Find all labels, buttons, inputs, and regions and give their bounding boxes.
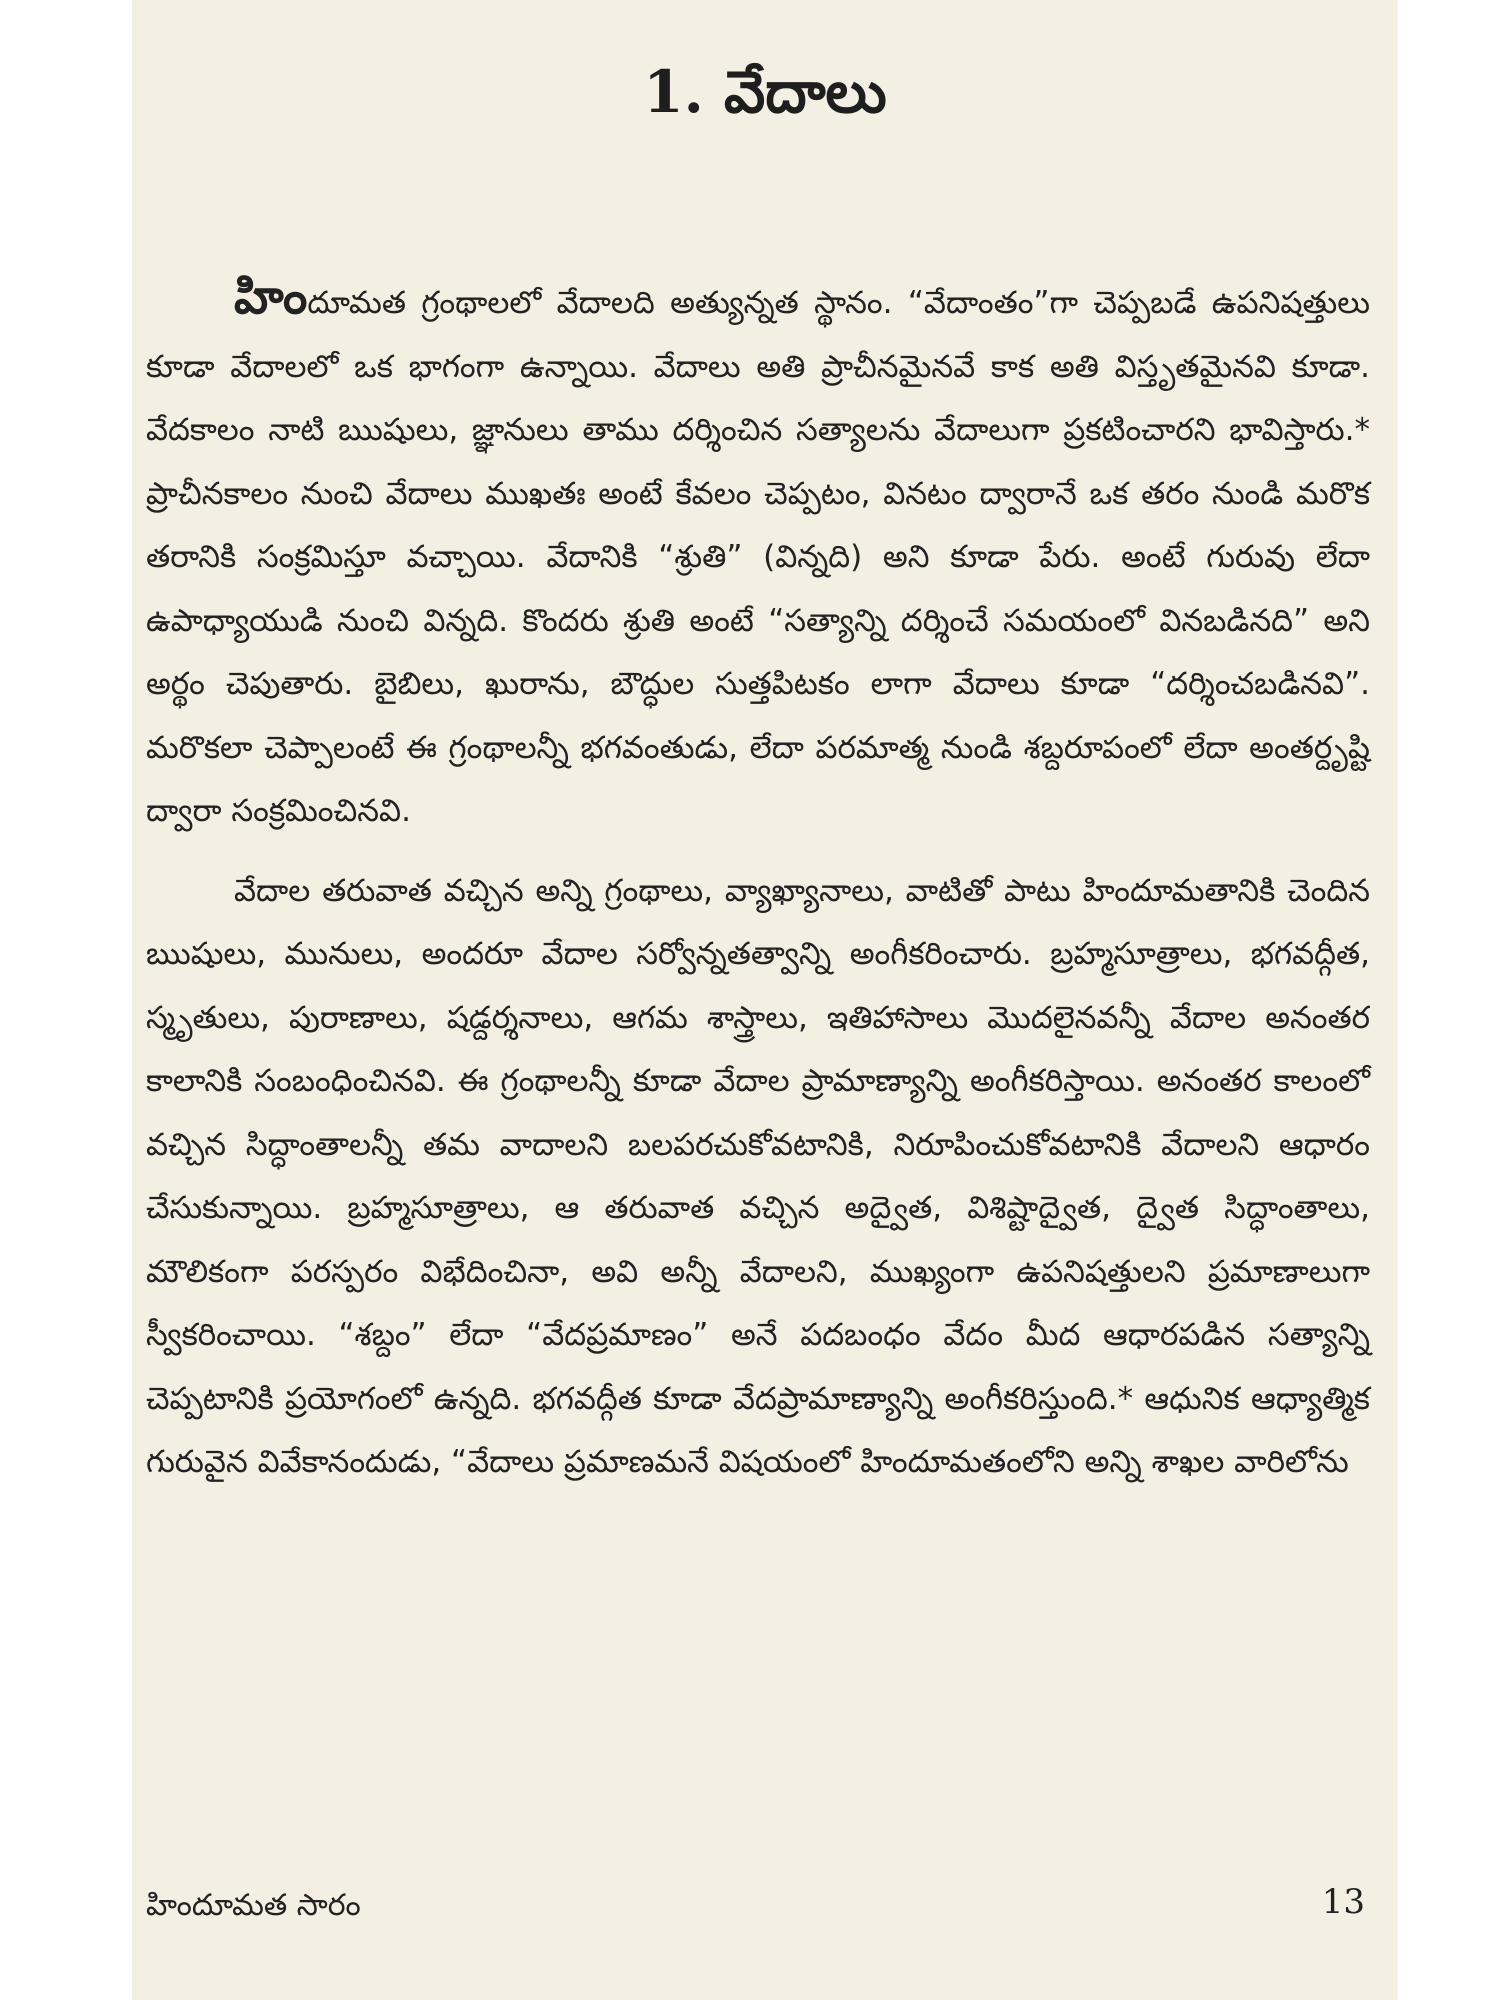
chapter-body <box>146 269 1370 1495</box>
footer-book-title: హిందూమత సారం <box>146 1888 361 1923</box>
chapter-title: 1. వేదాలు <box>643 58 887 126</box>
scan-left-margin <box>0 0 132 2000</box>
paragraph-1 <box>146 269 1370 844</box>
paragraph-1-text: దూమత గ్రంథాలలో వేదాలది అత్యున్నత స్థానం. “వేదాంతం”గా చెప్పబడే ఉపనిషత్తులు కూడా వేదాలలో ఒక భాగంగా ఉన్నాయి. వేదాలు అతి ప్రాచీనమైనవే కాక అతి విస్తృతమైనవి కూడా. వేదకాలం నాటి ఋషులు, జ్ఞానులు తాము దర్శించిన సత్యాలను వేదాలుగా ప్రకటించారని భావిస్తారు.* ప్రాచీనకాలం నుంచి వేదాలు ముఖతః అంటే కేవలం చెప్పటం, వినటం ద్వారానే ఒక తరం నుండి మరొక తరానికి సంక్రమిస్తూ వచ్చాయి. వేదానికి “శ్రుతి” (విన్నది) అని కూడా పేరు. అంటే గురువు లేదా ఉపాధ్యాయుడి నుంచి విన్నది. కొందరు శ్రుతి అంటే “సత్యాన్ని దర్శించే సమయంలో వినబడినది” అని అర్థం చెపుతారు. బైబిలు, ఖురాను, బౌద్ధుల సుత్తపిటకం లాగా వేదాలు కూడా “దర్శించబడినవి”. మరొకలా చెప్పాలంటే ఈ గ్రంథాలన్నీ భగవంతుడు, లేదా పరమాత్మ నుండి శబ్దరూపంలో లేదా అంతర్దృష్టి ద్వారా సంక్రమించినవి. <box>146 285 1370 829</box>
scan-right-margin <box>1398 0 1500 2000</box>
paragraph-2: వేదాల తరువాత వచ్చిన అన్ని గ్రంథాలు, వ్యాఖ్యానాలు, వాటితో పాటు హిందూమతానికి చెందిన ఋషులు, మునులు, అందరూ వేదాల సర్వోన్నతత్వాన్ని అంగీకరించారు. బ్రహ్మసూత్రాలు, భగవద్గీత, స్మృతులు, పురాణాలు, షడ్దర్శనాలు, ఆగమ శాస్త్రాలు, ఇతిహాసాలు మొదలైనవన్నీ వేదాల అనంతర కాలానికి సంబంధించినవి. ఈ గ్రంథాలన్నీ కూడా వేదాల ప్రామాణ్యాన్ని అంగీకరిస్తాయి. అనంతర కాలంలో వచ్చిన సిద్ధాంతాలన్నీ తమ వాదాలని బలపరచుకోవటానికి, నిరూపించుకోవటానికి వేదాలని ఆధారం చేసుకున్నాయి. బ్రహ్మసూత్రాలు, ఆ తరువాత వచ్చిన అద్వైత, విశిష్టాద్వైత, ద్వైత సిద్ధాంతాలు, మౌలికంగా పరస్పరం విభేదించినా, అవి అన్నీ వేదాలని, ముఖ్యంగా ఉపనిషత్తులని ప్రమాణాలుగా స్వీకరించాయి. “శబ్దం” లేదా “వేదప్రమాణం” అనే పదబంధం వేదం మీద ఆధారపడిన సత్యాన్ని చెప్పటానికి ప్రయోగంలో ఉన్నది. భగవద్గీత కూడా వేదప్రామాణ్యాన్ని అంగీకరిస్తుంది.* ఆధునిక ఆధ్యాత్మిక గురువైన వివేకానందుడు, “వేదాలు ప్రమాణమనే విషయంలో హిందూమతంలోని అన్ని శాఖల వారిలోను <box>146 872 1370 1480</box>
page-number: 13 <box>1321 1882 1365 1922</box>
drop-cap: హిం <box>234 269 308 325</box>
